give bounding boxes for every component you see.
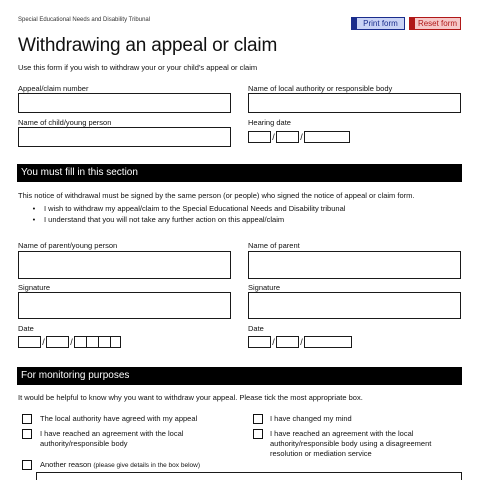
changed-mind-label: I have changed my mind: [270, 414, 352, 423]
reset-form-label: Reset form: [417, 19, 458, 28]
agreement-reached-line1: I have reached an agreement with the local: [40, 429, 184, 438]
date-right-year-field[interactable]: [304, 336, 352, 348]
hearing-date-year-field[interactable]: [304, 131, 350, 143]
parent-name-label: Name of parent: [248, 241, 300, 250]
date-separator: /: [300, 132, 303, 142]
date-left-label: Date: [18, 324, 34, 333]
print-form-label: Print form: [363, 19, 398, 28]
signature-left-field[interactable]: [18, 292, 231, 319]
child-name-label: Name of child/young person: [18, 118, 112, 127]
mediation-line2: authority/responsible body using a disagreement: [270, 439, 432, 448]
agreement-reached-checkbox[interactable]: [22, 429, 32, 439]
date-right-day-field[interactable]: [248, 336, 271, 348]
signature-left-label: Signature: [18, 283, 51, 292]
reset-form-button[interactable]: [409, 17, 461, 30]
hearing-date-group: [248, 131, 350, 143]
page-title: Withdrawing an appeal or claim: [18, 35, 278, 56]
declaration-item: I wish to withdraw my appeal/claim to the Special Educational Needs and Disability tribunal: [44, 204, 346, 213]
monitoring-intro-text: It would be helpful to know why you want to withdraw your appeal. Please tick the most appropriate box.: [18, 393, 363, 402]
section-must-fill-header: You must fill in this section: [17, 164, 462, 182]
tribunal-name: Special Educational Needs and Disability Tribunal: [18, 17, 151, 23]
appeal-number-field[interactable]: [18, 93, 231, 113]
list-item: [30, 204, 460, 213]
date-left-month-field[interactable]: [46, 336, 69, 348]
hearing-date-day-field[interactable]: [248, 131, 271, 143]
reason-details-field[interactable]: [36, 472, 462, 480]
changed-mind-checkbox[interactable]: [253, 414, 263, 424]
appeal-number-label: Appeal/claim number: [18, 84, 89, 93]
declaration-list: [30, 204, 460, 224]
date-left-year-field[interactable]: [74, 336, 121, 348]
withdrawal-notice-text: This notice of withdrawal must be signed by the same person (or people) who signed the notice of appeal or claim form.: [18, 191, 415, 200]
another-reason-text: Another reason: [40, 460, 92, 469]
hearing-date-month-field[interactable]: [276, 131, 299, 143]
agreed-checkbox[interactable]: [22, 414, 32, 424]
agreement-reached-label: [40, 429, 183, 449]
agreement-reached-line2: authority/responsible body: [40, 439, 128, 448]
declaration-item: I understand that you will not take any further action on this appeal/claim: [44, 215, 285, 224]
list-item: [30, 215, 460, 224]
date-right-label: Date: [248, 324, 264, 333]
local-authority-label: Name of local authority or responsible body: [248, 84, 393, 93]
date-separator: /: [272, 132, 275, 142]
date-separator: /: [300, 337, 303, 347]
another-reason-note: (please give details in the box below): [93, 462, 200, 469]
parent-young-person-field[interactable]: [18, 251, 231, 279]
parent-young-person-label: Name of parent/young person: [18, 241, 118, 250]
hearing-date-label: Hearing date: [248, 118, 291, 127]
date-left-day-field[interactable]: [18, 336, 41, 348]
local-authority-field[interactable]: [248, 93, 461, 113]
print-form-button[interactable]: [351, 17, 405, 30]
intro-text: Use this form if you wish to withdraw your or your child’s appeal or claim: [18, 63, 258, 72]
agreed-label: The local authority have agreed with my appeal: [40, 414, 198, 423]
signature-right-label: Signature: [248, 283, 281, 292]
date-right-month-field[interactable]: [276, 336, 299, 348]
date-separator: /: [272, 337, 275, 347]
date-separator: /: [70, 337, 73, 347]
another-reason-label: [40, 460, 200, 471]
bullet-icon: •: [32, 215, 36, 224]
mediation-line3: resolution or mediation service: [270, 449, 372, 458]
signature-right-field[interactable]: [248, 292, 461, 319]
parent-name-field[interactable]: [248, 251, 461, 279]
section-monitoring-header: For monitoring purposes: [17, 367, 462, 385]
bullet-icon: •: [32, 204, 36, 213]
mediation-checkbox[interactable]: [253, 429, 263, 439]
child-name-field[interactable]: [18, 127, 231, 147]
another-reason-checkbox[interactable]: [22, 460, 32, 470]
date-separator: /: [42, 337, 45, 347]
mediation-line1: I have reached an agreement with the local: [270, 429, 414, 438]
mediation-label: [270, 429, 431, 459]
date-right-group: [248, 336, 352, 348]
date-left-group: [18, 336, 121, 348]
